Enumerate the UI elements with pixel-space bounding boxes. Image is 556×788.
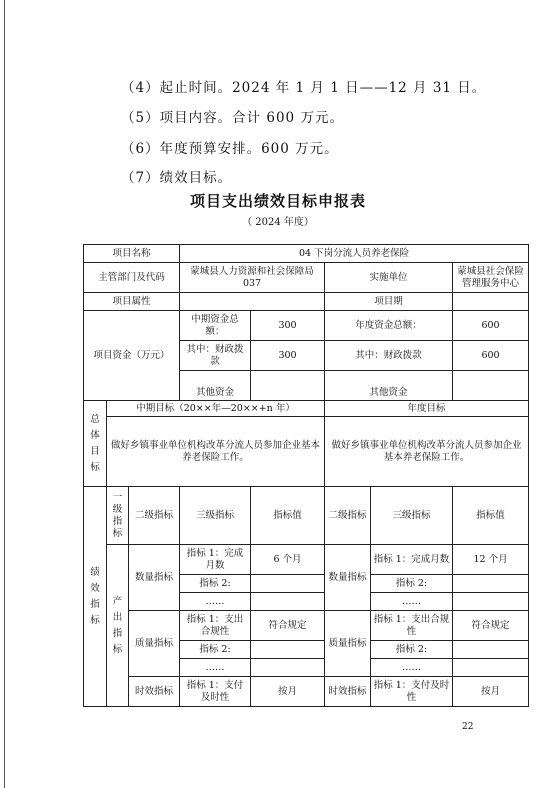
quality-ellipsis-mid-value [251, 659, 325, 677]
department-label: 主管部门及代码 [84, 263, 180, 293]
mid-total-value: 300 [251, 311, 325, 341]
timeliness-indicator1-mid-value: 按月 [251, 677, 325, 707]
mid-goal-header: 中期目标（20××年—20××+n 年） [107, 401, 325, 417]
project-funds-label: 项目资金（万元） [84, 311, 180, 401]
value-header-year: 指标值 [453, 487, 529, 545]
year-other-value [453, 371, 529, 401]
level3-header-mid: 三级指标 [180, 487, 251, 545]
quality-ellipsis-year-value [453, 659, 529, 677]
timeliness-indicator1-year: 指标 1：支付及时性 [371, 677, 453, 707]
quantity-indicator2-year-value [453, 575, 529, 593]
mid-other-label: 其他资金 [180, 371, 251, 401]
year-total-label: 年度资金总额： [325, 311, 453, 341]
paragraph-start-end-time: （4）起止时间。2024 年 1 月 1 日——12 月 31 日。 [121, 80, 487, 96]
quality-indicator2-year: 指标 2: [371, 641, 453, 659]
quality-indicator1-mid-value: 符合规定 [251, 611, 325, 641]
project-attribute-value [180, 293, 325, 311]
mid-total-label: 中期资金总额： [180, 311, 251, 341]
timeliness-indicator1-year-value: 按月 [453, 677, 529, 707]
level2-header-year: 二级指标 [325, 487, 371, 545]
mid-fiscal-value: 300 [251, 341, 325, 371]
quantity-indicator1-mid: 指标 1：完成月数 [180, 545, 251, 575]
project-name-value: 04 下岗分流人员养老保险 [180, 245, 529, 263]
quantity-ellipsis-mid-value [251, 593, 325, 611]
implementing-unit-label: 实施单位 [325, 263, 453, 293]
level1-header: 一级指标 [107, 487, 129, 545]
timeliness-indicator-year: 时效指标 [325, 677, 371, 707]
project-name-label: 项目名称 [84, 245, 180, 263]
value-header-mid: 指标值 [251, 487, 325, 545]
timeliness-indicator1-mid: 指标 1：支付及时性 [180, 677, 251, 707]
year-goal-header: 年度目标 [325, 401, 529, 417]
project-period-label: 项目期 [325, 293, 453, 311]
quantity-indicator2-mid: 指标 2: [180, 575, 251, 593]
year-fiscal-value: 600 [453, 341, 529, 371]
quantity-indicator2-year: 指标 2: [371, 575, 453, 593]
level2-header-mid: 二级指标 [129, 487, 180, 545]
paragraph-performance-goal: （7）绩效目标。 [121, 170, 233, 186]
quantity-indicator1-year: 指标 1：完成月数 [371, 545, 453, 575]
paragraph-annual-budget: （6）年度预算安排。600 万元。 [121, 141, 339, 157]
project-period-value [453, 293, 529, 311]
performance-target-form [83, 244, 529, 707]
performance-indicators-label: 绩效指标 [84, 487, 107, 707]
mid-goal-text: 做好乡镇事业单位机构改革分流人员参加企业基本养老保险工作。 [107, 417, 325, 487]
page-number: 22 [462, 722, 474, 732]
paragraph-project-content: （5）项目内容。合计 600 万元。 [121, 110, 344, 126]
output-indicators-label: 产出指标 [107, 545, 129, 707]
table-title: 项目支出绩效目标申报表 [189, 192, 366, 210]
quality-indicator-year: 质量指标 [325, 611, 371, 677]
year-goal-text: 做好乡镇事业单位机构改革分流人员参加企业基本养老保险工作。 [325, 417, 529, 487]
year-fiscal-label: 其中：财政拨款 [325, 341, 453, 371]
quality-indicator2-mid: 指标 2: [180, 641, 251, 659]
quality-ellipsis-mid: …… [180, 659, 251, 677]
mid-other-value [251, 371, 325, 401]
quantity-indicator-year: 数量指标 [325, 545, 371, 611]
quantity-indicator2-mid-value [251, 575, 325, 593]
quantity-indicator1-mid-value: 6 个月 [251, 545, 325, 575]
quantity-indicator-mid: 数量指标 [129, 545, 180, 611]
quantity-indicator1-year-value: 12 个月 [453, 545, 529, 575]
quantity-ellipsis-year-value [453, 593, 529, 611]
implementing-unit-value: 蒙城县社会保险管理服务中心 [453, 263, 529, 293]
level3-header-year: 三级指标 [371, 487, 453, 545]
table-subtitle: （ 2024 年度） [242, 217, 314, 228]
quality-indicator2-year-value [453, 641, 529, 659]
quality-ellipsis-year: …… [371, 659, 453, 677]
quality-indicator-mid: 质量指标 [129, 611, 180, 677]
quality-indicator1-year-value: 符合规定 [453, 611, 529, 641]
quality-indicator1-mid: 指标 1：支出合规性 [180, 611, 251, 641]
department-value: 蒙城县人力资源和社会保障局 037 [180, 263, 325, 293]
year-total-value: 600 [453, 311, 529, 341]
quality-indicator1-year: 指标 1：支出合规性 [371, 611, 453, 641]
overall-goal-label: 总体目标 [84, 401, 107, 487]
quantity-ellipsis-year: …… [371, 593, 453, 611]
page-left-rule [4, 0, 5, 788]
project-attribute-label: 项目属性 [84, 293, 180, 311]
year-other-label: 其他资金 [325, 371, 453, 401]
quality-indicator2-mid-value [251, 641, 325, 659]
mid-fiscal-label: 其中：财政拨款 [180, 341, 251, 371]
quantity-ellipsis-mid: …… [180, 593, 251, 611]
timeliness-indicator-mid: 时效指标 [129, 677, 180, 707]
